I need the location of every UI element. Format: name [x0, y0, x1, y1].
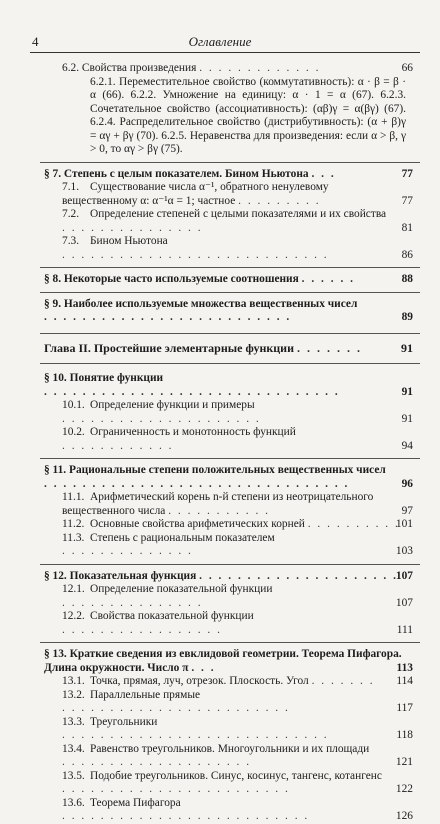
- toc-entry-6-2-details: 6.2.1. Переместительное свойство (коммутативность): α · β = β · α (66). 6.2.2. Умножение на единицу: α · 1 = α (67). 6.2.3. Сочетательное свойство (ассоциативность): (αβ)γ = α(βγ) (67). 6.2.4. Распределительное свойство (дистрибутивность): (α + β)γ = αγ + βγ (70). 6.2.5. Неравенства для произведения: если α > β, γ > 0, то αγ > βγ (75).: [90, 75, 406, 155]
- toc-entry-13-4[interactable]: 13.4. Равенство треугольников. Многоугольники и их площади . . . . . . . . . . . . . . . . . . . . 121: [62, 742, 413, 768]
- toc-section-label: § 10. Понятие функции: [44, 372, 164, 384]
- toc-entry-label: Ограниченность и монотонность функций: [90, 426, 296, 438]
- toc-entry-page: 91: [401, 412, 413, 425]
- section-divider: [40, 642, 420, 643]
- toc-entry-label: Определение показательной функции: [90, 583, 273, 595]
- toc-entry-page: 94: [401, 439, 413, 452]
- toc-entry-13-6[interactable]: 13.6. Теорема Пифагора . . . . . . . . . . . . . . . . . . . . . . . . . . 126: [62, 796, 413, 822]
- running-title: Оглавление: [188, 34, 252, 49]
- toc-entry-11-2[interactable]: 11.2. Основные свойства арифметических корней . . . . . . . . . . 101: [62, 518, 413, 530]
- toc-section-8[interactable]: [0, 273, 440, 287]
- toc-section-12[interactable]: [0, 570, 440, 584]
- toc-entry-label: Бином Ньютона: [90, 235, 168, 247]
- toc-entry-12-1[interactable]: 12.1. Определение показательной функции . . . . . . . . . . . . . . . 107: [62, 583, 413, 609]
- leader-dots: . . .: [191, 661, 216, 674]
- leader-dots: . . . . . . . . . . . . . . . . . . . . .: [199, 569, 398, 582]
- leader-dots: . . . . . . . . . . . . . .: [62, 545, 193, 557]
- toc-section-label: § 7. Степень с целым показателем. Бином Ньютона: [44, 167, 309, 180]
- leader-dots: . . . . . . . . . . . . . . .: [62, 596, 203, 609]
- toc-entry-label: Подобие треугольников. Синус, косинус, тангенс, котангенс: [90, 769, 382, 782]
- toc-entry-label: Точка, прямая, луч, отрезок. Плоскость. Угол: [90, 675, 309, 687]
- toc-entry-label: Треугольники: [90, 715, 158, 728]
- toc-section-7[interactable]: [0, 168, 440, 182]
- toc-section-label: § 13. Краткие сведения из евклидовой геометрии. Теорема Пифагора. Длина окружности. Число π: [44, 648, 402, 674]
- toc-entry-6-2[interactable]: [0, 62, 440, 76]
- leader-dots: . . . . . . . . . . . . . . . . . . . . . . . .: [62, 783, 290, 795]
- toc-entry-label: Существование числа α⁻¹, обратного ненулевому вещественному α: α⁻¹α = 1; частное: [62, 181, 329, 207]
- header-rule: [30, 52, 420, 53]
- toc-section-page: 88: [401, 273, 413, 285]
- leader-dots: . . . . . . . . .: [238, 194, 321, 207]
- toc-entry-page: 97: [401, 504, 413, 517]
- leader-dots: . . . . . . . . . . . . . . . . . . . . . . . . . . . .: [62, 729, 329, 741]
- toc-section-page: 96: [401, 477, 413, 490]
- toc-section-page: 91: [401, 385, 413, 398]
- leader-dots: . . . . . . . . . . .: [168, 504, 270, 517]
- toc-section-page: 107: [395, 569, 413, 582]
- toc-entry-10-2[interactable]: 10.2. Ограниченность и монотонность функций . . . . . . . . . . . . 94: [62, 426, 413, 452]
- leader-dots: . . . . . . . . . . . . . . . . . . . . . . . . . . . . . . . .: [44, 477, 350, 490]
- leader-dots: . . . . . . . . . . . . . . . . . . . .: [62, 756, 252, 768]
- toc-entry-label: Параллельные прямые: [90, 688, 201, 701]
- toc-section-page: 113: [396, 661, 413, 674]
- toc-entry-11-3[interactable]: 11.3. Степень с рациональным показателем . . . . . . . . . . . . . . 103: [62, 531, 413, 557]
- toc-section-10[interactable]: [0, 372, 440, 399]
- leader-dots: . . . . . .: [301, 273, 355, 285]
- toc-entry-label: Свойства показательной функции: [90, 610, 254, 622]
- toc-entry-page: 118: [396, 729, 413, 741]
- leader-dots: . . . . . . . . . . . . . . . . .: [62, 623, 222, 636]
- toc-chapter-2[interactable]: [0, 342, 440, 356]
- toc-chapter-page: 91: [401, 340, 413, 355]
- toc-entry-page: 107: [395, 596, 413, 609]
- toc-entry-page: 77: [401, 194, 413, 207]
- toc-section-9[interactable]: [0, 298, 440, 325]
- page-header: [0, 0, 440, 52]
- leader-dots: . . . . . . . . . . . . . . . . . . . . . . . . . .: [44, 311, 292, 323]
- toc-entry-page: 117: [396, 702, 413, 714]
- chapter-divider: [40, 333, 420, 334]
- leader-dots: . . . . . . .: [297, 340, 363, 355]
- leader-dots: . . . . . . . . . .: [307, 518, 400, 530]
- chapter-divider: [40, 363, 420, 364]
- toc-chapter-label: Глава II. Простейшие элементарные функции: [44, 340, 295, 355]
- leader-dots: . . . . . . . . . . . .: [62, 439, 174, 452]
- leader-dots: . . .: [311, 167, 336, 180]
- toc-entry-page: 121: [395, 756, 413, 768]
- leader-dots: . . . . . . . . . . . . . . . . . . . . . . . . . .: [62, 810, 310, 822]
- leader-dots: . . . . . . . . . . . . . . . . . . . . .: [62, 412, 261, 425]
- section-divider: [40, 292, 420, 293]
- section-divider: [40, 162, 420, 163]
- toc-entry-12-2[interactable]: 12.2. Свойства показательной функции . . . . . . . . . . . . . . . . . 111: [62, 610, 413, 636]
- toc-section-page: 77: [401, 167, 413, 180]
- toc-section-11[interactable]: [0, 464, 440, 491]
- page-number: 4: [32, 34, 39, 49]
- leader-dots: . . . . . . . . . . . . . . .: [62, 221, 203, 234]
- toc-entry-page: 126: [395, 810, 413, 822]
- leader-dots: . . . . . . . . . . . . .: [199, 62, 321, 74]
- toc-entry-7-1[interactable]: 7.1. Существование числа α⁻¹, обратного ненулевому вещественному α: α⁻¹α = 1; частное . . . . . . . . . 77: [62, 181, 413, 207]
- toc-entry-label: Арифметический корень n-й степени из неотрицательного вещественного числа: [62, 491, 374, 517]
- toc-entry-page: 101: [395, 518, 413, 530]
- leader-dots: . . . . . . . . . . . . . . . . . . . . . . . .: [62, 702, 290, 714]
- leader-dots: . . . . . . .: [311, 675, 375, 687]
- section-divider: [40, 458, 420, 459]
- toc-section-page: 89: [401, 311, 413, 323]
- toc-section-label: § 11. Рациональные степени положительных вещественных чисел: [44, 464, 386, 476]
- toc-entry-label: Основные свойства арифметических корней: [90, 518, 305, 530]
- toc-entry-page: 86: [401, 248, 413, 261]
- toc-entry-label: Определение степеней с целыми показателями и их свойства: [90, 208, 387, 220]
- section-divider: [40, 267, 420, 268]
- toc-entry-13-2[interactable]: 13.2. Параллельные прямые . . . . . . . . . . . . . . . . . . . . . . . . 117: [62, 688, 413, 714]
- toc-section-label: § 12. Показательная функция: [44, 569, 197, 582]
- section-divider: [40, 564, 420, 565]
- leader-dots: . . . . . . . . . . . . . . . . . . . . . . . . . . . . . . .: [44, 385, 340, 398]
- toc-entry-label: Определение функции и примеры: [90, 399, 255, 411]
- toc-section-13[interactable]: [0, 648, 440, 675]
- toc-entry-13-5[interactable]: 13.5. Подобие треугольников. Синус, косинус, тангенс, котангенс . . . . . . . . . . . . . . . . . . . . . . . . 122: [62, 769, 413, 795]
- toc-entry-13-3[interactable]: 13.3. Треугольники . . . . . . . . . . . . . . . . . . . . . . . . . . . . 118: [62, 715, 413, 741]
- toc-section-label: § 8. Некоторые часто используемые соотношения: [44, 273, 299, 285]
- toc-entry-11-1[interactable]: 11.1. Арифметический корень n-й степени из неотрицательного вещественного числа . . . . . . . . . . . 97: [62, 491, 413, 517]
- toc-entry-label: Степень с рациональным показателем: [90, 531, 275, 544]
- toc-entry-page: 114: [396, 675, 413, 687]
- toc-entry-page: 81: [401, 221, 413, 234]
- toc-entry-label: Равенство треугольников. Многоугольники и их площади: [90, 742, 370, 755]
- toc-entry-7-2[interactable]: 7.2. Определение степеней с целыми показателями и их свойства . . . . . . . . . . . . . . . 81: [62, 208, 413, 234]
- toc-entry-label: 6.2. Свойства произведения: [62, 62, 197, 74]
- toc-entry-10-1[interactable]: 10.1. Определение функции и примеры . . . . . . . . . . . . . . . . . . . . . 91: [62, 399, 413, 425]
- table-of-contents: [0, 62, 440, 824]
- toc-entry-page: 122: [395, 783, 413, 795]
- toc-section-label: § 9. Наиболее используемые множества вещественных чисел: [44, 297, 358, 310]
- toc-entry-7-3[interactable]: 7.3. Бином Ньютона . . . . . . . . . . . . . . . . . . . . . . . . . . . . 86: [62, 235, 413, 261]
- leader-dots: . . . . . . . . . . . . . . . . . . . . . . . . . . . .: [62, 248, 329, 261]
- toc-entry-page: 103: [395, 545, 413, 557]
- toc-entry-page: 111: [396, 623, 413, 636]
- toc-entry-page: 66: [401, 62, 413, 74]
- toc-entry-13-1[interactable]: 13.1. Точка, прямая, луч, отрезок. Плоскость. Угол . . . . . . . 114: [62, 675, 413, 687]
- toc-entry-label: Теорема Пифагора: [90, 796, 181, 809]
